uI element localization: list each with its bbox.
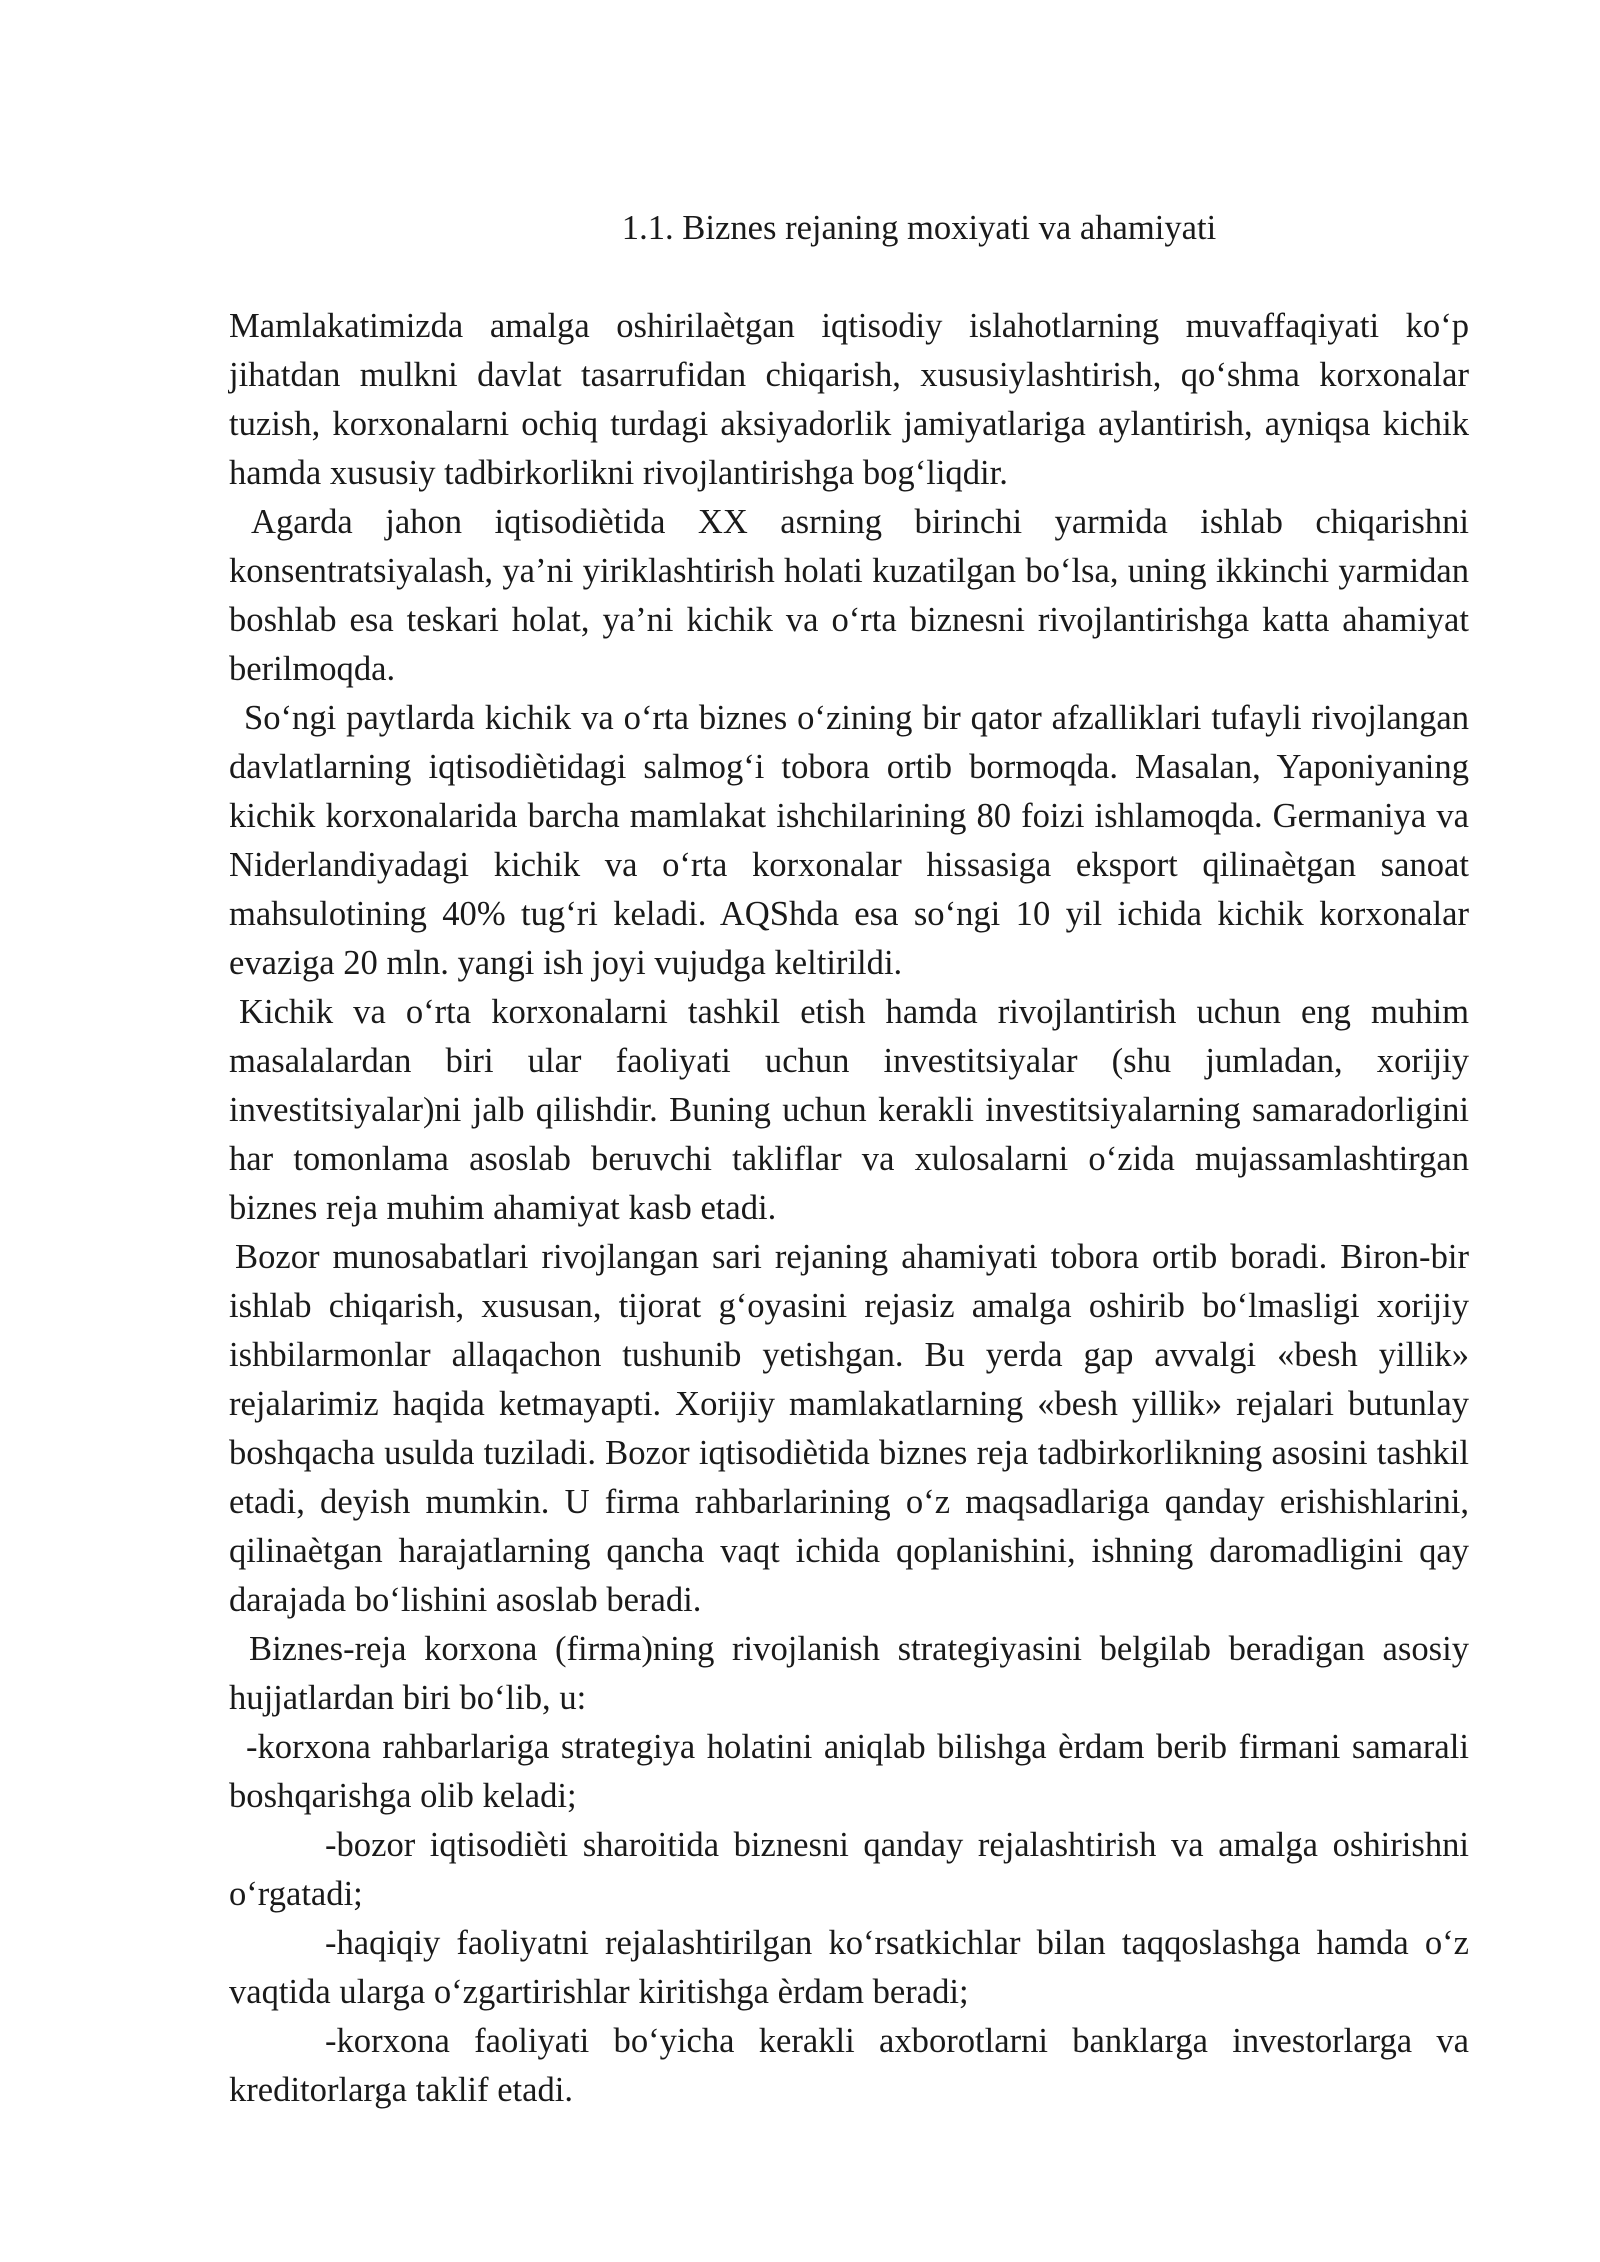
paragraph-market-relations: Bozor munosabatlari rivojlangan sari rejaning ahamiyati tobora ortib boradi. Biron-bir ishlab chiqarish, xususan, tijorat g‘oyasini rejasiz amalga oshirib bo‘lmasligi xorijiy ishbilarmonlar allaqachon tushunib yetishgan. Bu yerda gap avvalgi «besh yillik» rejalarimiz haqida ketmayapti. Xorijiy mamlakatlarning «besh yillik» rejalari butunlay boshqacha usulda tuziladi. Bozor iqtisodiètida biznes reja tadbirkorlikning asosini tashkil etadi, deyish mumkin. U firma rahbarlarining o‘z maqsadlariga qanday erishishlarini, qilinaètgan harajatlarning qancha vaqt ichida qoplanishini, ishning daromadligini qay darajada bo‘lishini asoslab beradi.: [229, 1238, 1469, 1619]
paragraph-reforms: Mamlakatimizda amalga oshirilaètgan iqtisodiy islahotlarning muvaffaqiyati ko‘p jihatdan mulkni davlat tasarrufidan chiqarish, xususiylashtirish, qo‘shma korxonalar tuzish, korxonalarni ochiq turdagi aksiyadorlik jamiyatlariga aylantirish, ayniqsa kichik hamda xususiy tadbirkorlikni rivojlantirishga bog‘liqdir.: [229, 307, 1469, 492]
paragraph-world-economy: Agarda jahon iqtisodiètida XX asrning birinchi yarmida ishlab chiqarishni konsentratsiyalash, ya’ni yiriklashtirish holati kuzatilgan bo‘lsa, uning ikkinchi yarmidan boshlab esa teskari holat, ya’ni kichik va o‘rta biznesni rivojlantirishga katta ahamiyat berilmoqda.: [229, 503, 1469, 688]
document-body: [229, 204, 1469, 2115]
list-item-strategy: -korxona rahbarlariga strategiya holatini aniqlab bilishga èrdam berib firmani samarali boshqarishga olib keladi;: [229, 1728, 1469, 1815]
list-item-comparison: -haqiqiy faoliyatni rejalashtirilgan ko‘rsatkichlar bilan taqqoslashga hamda o‘z vaqtida ularga o‘zgartirishlar kiritishga èrdam beradi;: [229, 1924, 1469, 2011]
list-item-planning: -bozor iqtisodièti sharoitida biznesni qanday rejalashtirish va amalga oshirishni o‘rgatadi;: [229, 1826, 1469, 1913]
paragraph-investments: Kichik va o‘rta korxonalarni tashkil etish hamda rivojlantirish uchun eng muhim masalalardan biri ular faoliyati uchun investitsiyalar (shu jumladan, xorijiy investitsiyalar)ni jalb qilishdir. Buning uchun kerakli investitsiyalarning samaradorligini har tomonlama asoslab beruvchi takliflar va xulosalarni o‘zida mujassamlashtirgan biznes reja muhim ahamiyat kasb etadi.: [229, 993, 1469, 1227]
list-item-information: -korxona faoliyati bo‘yicha kerakli axborotlarni banklarga investorlarga va kreditorlarga taklif etadi.: [229, 2022, 1469, 2109]
page-title: 1.1. Biznes rejaning moxiyati va ahamiyati: [621, 209, 1217, 247]
paragraph-business-plan-intro: Biznes-reja korxona (firma)ning rivojlanish strategiyasini belgilab beradigan asosiy hujjatlardan biri bo‘lib, u:: [229, 1630, 1469, 1717]
paragraph-small-business-share: So‘ngi paytlarda kichik va o‘rta biznes o‘zining bir qator afzalliklari tufayli rivojlangan davlatlarning iqtisodiètidagi salmog‘i tobora ortib bormoqda. Masalan, Yaponiyaning kichik korxonalarida barcha mamlakat ishchilarining 80 foizi ishlamoqda. Germaniya va Niderlandiyadagi kichik va o‘rta korxonalar hissasiga eksport qilinaètgan sanoat mahsulotining 40% tug‘ri keladi. AQShda esa so‘ngi 10 yil ichida kichik korxonalar evaziga 20 mln. yangi ish joyi vujudga keltirildi.: [229, 699, 1469, 982]
